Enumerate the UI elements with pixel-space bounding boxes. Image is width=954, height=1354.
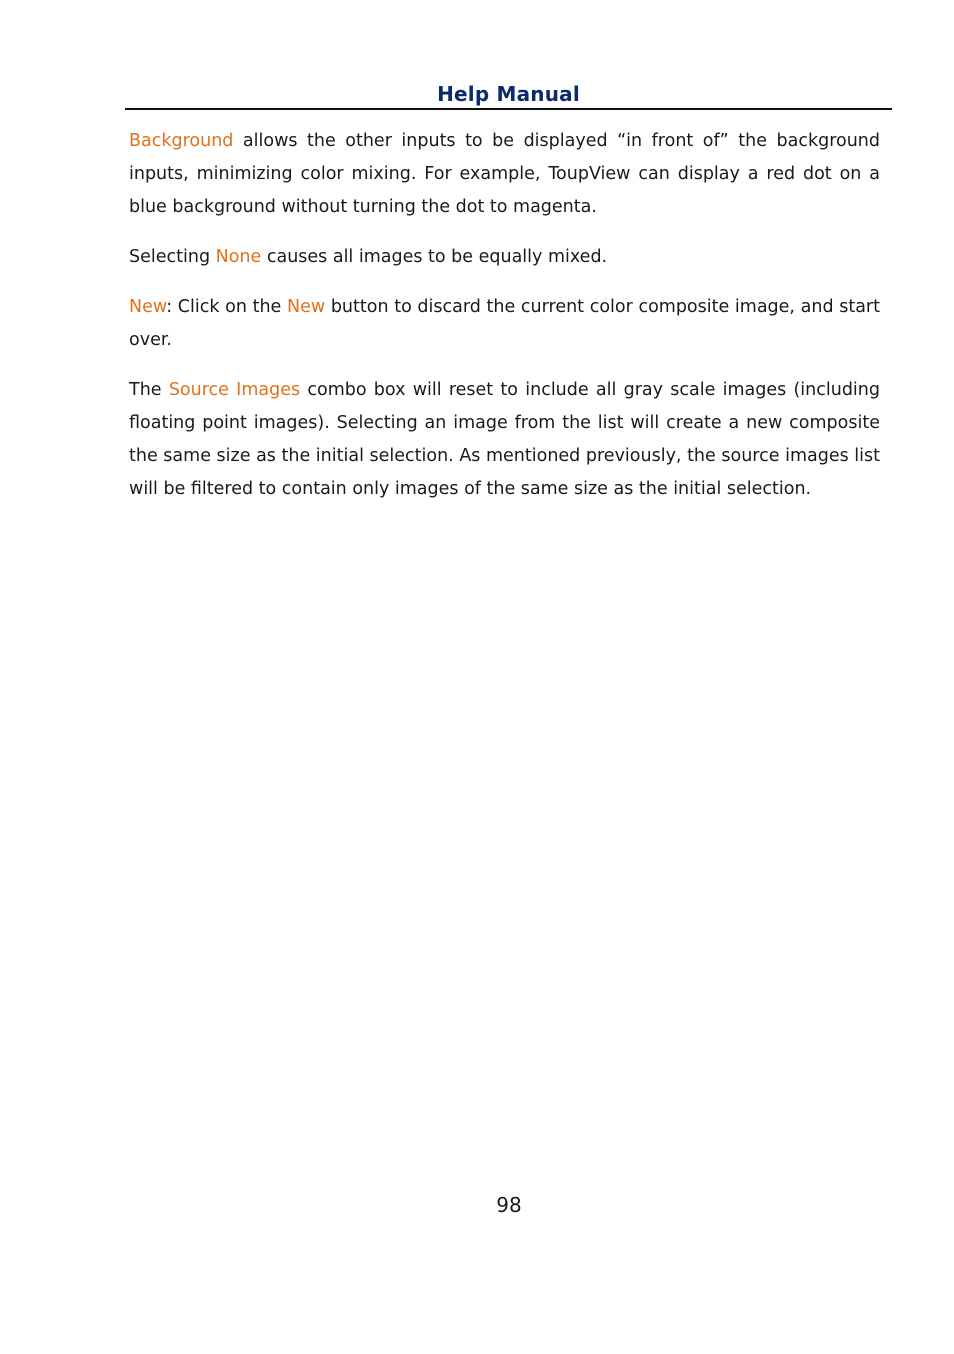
paragraph-prefix: The [129,380,169,400]
page-number: 98 [496,1193,522,1217]
term-background: Background [129,131,234,151]
paragraph-none [129,241,880,274]
header-title: Help Manual [437,82,580,106]
paragraph-new [129,291,880,357]
paragraph-text: causes all images to be equally mixed. [261,247,608,267]
document-body [129,125,880,523]
term-new: New [129,297,167,317]
term-new-button: New [286,297,326,317]
paragraph-mid: : Click on the [166,297,287,317]
paragraph-text: allows the other inputs to be displayed “in front of” the background inputs, minimizing color mixing. For example, ToupView can display a red dot on a blue background without turning the dot to magenta. [129,131,880,217]
paragraph-prefix: Selecting [129,247,216,267]
term-none: None [215,247,262,267]
paragraph-text: combo box will reset to include all gray scale images (including floating point images). Selecting an image from the list will create a new composite the same size as the initial selection. As mentioned previously, the source images list will be filtered to contain only images of the same size as the initial selection. [129,380,880,499]
paragraph-background [129,125,880,224]
page-header [125,80,892,110]
term-source-images: Source Images [168,380,301,400]
paragraph-source-images [129,374,880,506]
paragraph-text: button to discard the current color composite image, and start over. [129,297,880,350]
